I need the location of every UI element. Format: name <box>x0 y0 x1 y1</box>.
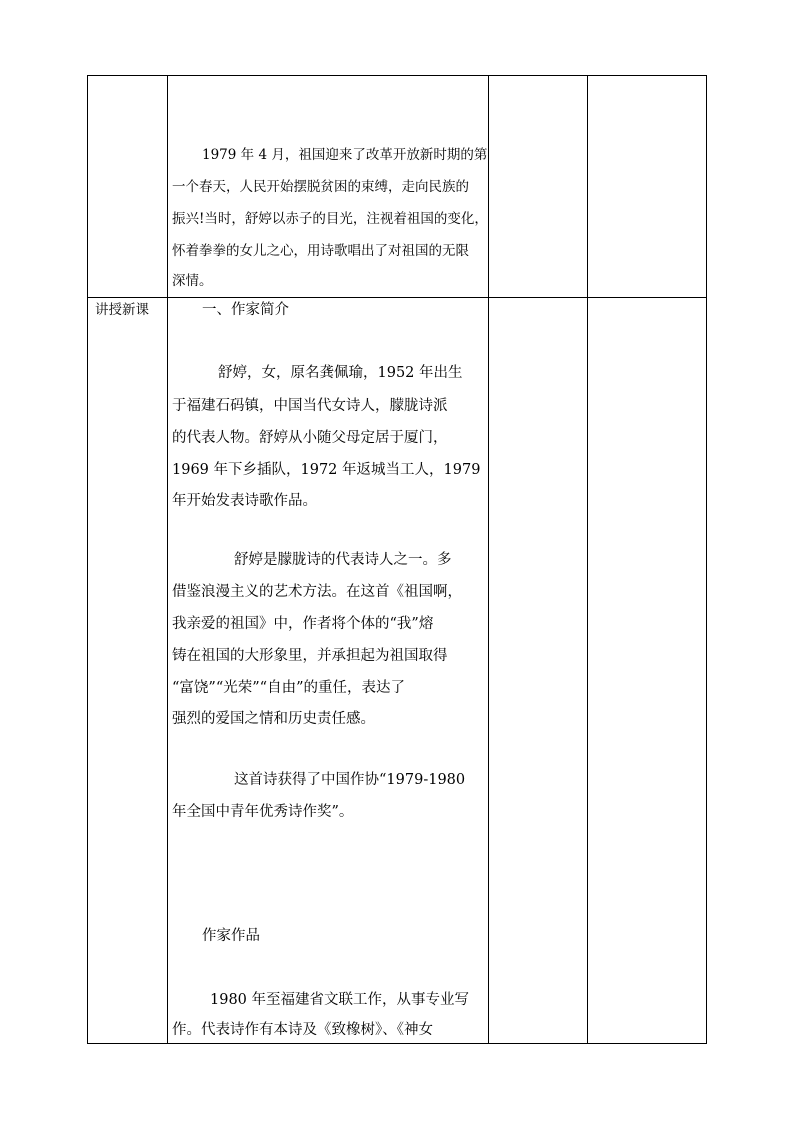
text-line: 借鉴浪漫主义的艺术方法。在这首《祖国啊， <box>172 584 462 600</box>
text-line: 一个春天，人民开始摆脱贫困的束缚，走向民族的 <box>172 179 469 195</box>
section-heading-author-intro: 一、作家简介 <box>202 302 289 318</box>
text-line: 铸在祖国的大形象里，并承担起为祖国取得 <box>172 648 448 664</box>
text-line: “富饶”“光荣”“自由”的重任，表达了 <box>172 680 405 696</box>
text-line: 于福建石码镇，中国当代女诗人，朦胧诗派 <box>172 398 448 414</box>
table-divider-col1 <box>167 75 168 1044</box>
table-divider-col2 <box>488 75 489 1044</box>
table-row-divider <box>87 297 707 298</box>
text-line: 1969 年下乡插队，1972 年返城当工人，1979 <box>172 462 481 478</box>
text-line: 1979 年 4 月，祖国迎来了改革开放新时期的第 <box>202 147 488 163</box>
text-line: 怀着拳拳的女儿之心，用诗歌唱出了对祖国的无限 <box>172 243 469 259</box>
table-border-left <box>87 75 88 1044</box>
text-line: 作。代表诗作有本诗及《致橡树》、《神女 <box>172 1022 433 1038</box>
text-line: 舒婷，女，原名龚佩瑜，1952 年出生 <box>218 365 463 381</box>
table-divider-col3 <box>587 75 588 1044</box>
text-line: 我亲爱的祖国》中，作者将个体的“我”熔 <box>172 616 434 632</box>
table-border-right <box>706 75 707 1044</box>
text-line: 年全国中青年优秀诗作奖”。 <box>172 804 354 820</box>
row-label-new-lesson: 讲授新课 <box>95 302 149 318</box>
text-line: 强烈的爱国之情和历史责任感。 <box>172 711 375 727</box>
table-border-top <box>87 75 707 76</box>
section-heading-works: 作家作品 <box>202 928 260 944</box>
text-line: 舒婷是朦胧诗的代表诗人之一。多 <box>234 552 452 568</box>
text-line: 年开始发表诗歌作品。 <box>172 493 317 509</box>
text-line: 的代表人物。舒婷从小随父母定居于厦门， <box>172 430 448 446</box>
text-line: 1980 年至福建省文联工作，从事专业写 <box>210 992 470 1008</box>
text-line: 这首诗获得了中国作协“1979-1980 <box>234 772 466 788</box>
text-line: 振兴!当时，舒婷以赤子的目光，注视着祖国的变化， <box>172 211 488 227</box>
text-line: 深情。 <box>172 273 213 289</box>
